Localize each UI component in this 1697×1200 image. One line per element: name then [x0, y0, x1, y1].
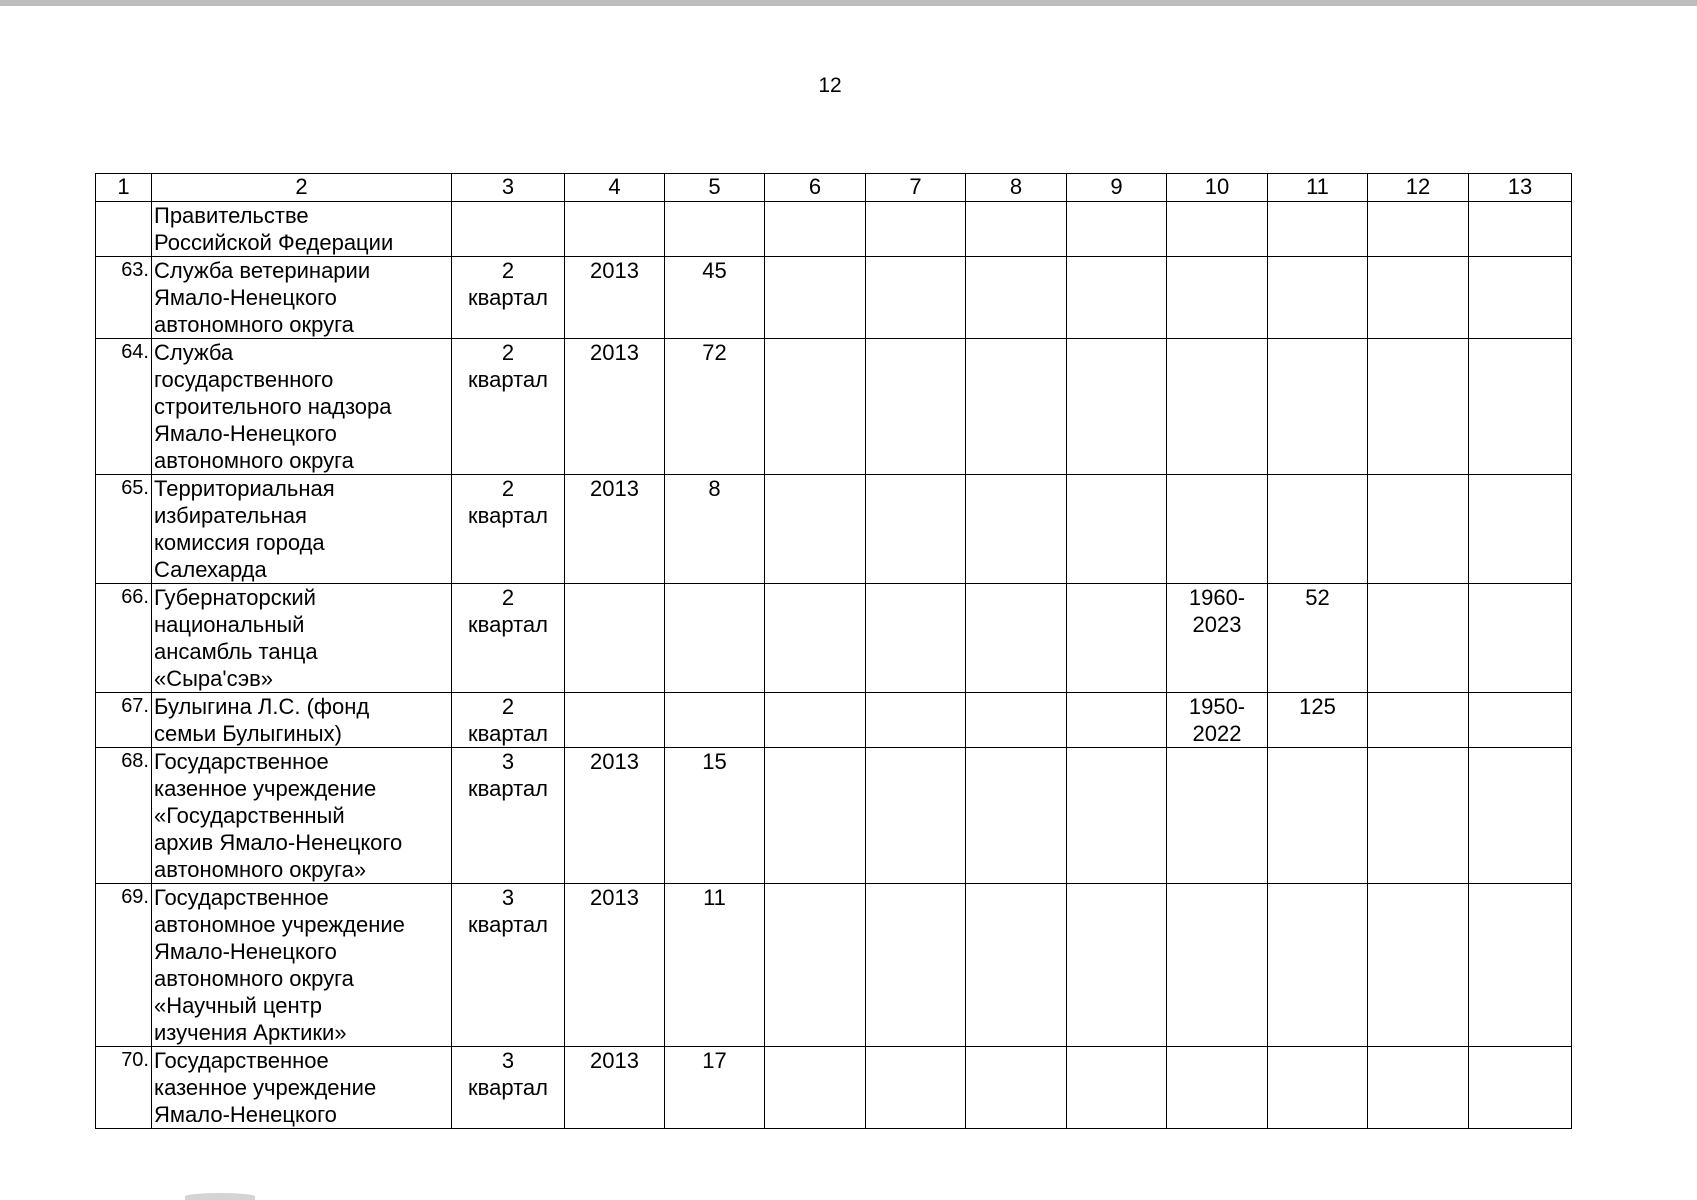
cell-line: [1370, 748, 1466, 775]
column-8-cell: [966, 748, 1067, 884]
column-3-cell: [452, 693, 565, 748]
cell-line: Территориальная: [154, 476, 335, 501]
column-12-cell: [1368, 884, 1469, 1047]
column-13-cell: [1469, 257, 1572, 339]
cell-line: [1270, 884, 1365, 911]
cell-line: [1471, 339, 1569, 366]
cell-line: [1270, 748, 1365, 775]
column-8-cell: [966, 1047, 1067, 1129]
column-5-cell: [665, 693, 765, 748]
cell-line: Служба ветеринарии: [154, 258, 371, 283]
column-5-cell: [665, 257, 765, 339]
cell-line: [968, 693, 1064, 720]
column-12-cell: [1368, 584, 1469, 693]
column-4-cell: [565, 257, 665, 339]
column-3-cell: [452, 257, 565, 339]
cell-line: 3: [501, 885, 515, 910]
cell-line: [767, 339, 863, 366]
column-9-cell: [1067, 1047, 1167, 1129]
cell-line: [567, 202, 662, 229]
cell-line: [968, 748, 1064, 775]
cell-line: [868, 475, 963, 502]
column-12-cell: [1368, 748, 1469, 884]
cell-line: 3: [501, 749, 515, 774]
header-cell-8: 8: [966, 174, 1067, 202]
cell-line: [868, 257, 963, 284]
cell-line: [1069, 693, 1164, 720]
cell-line: 69.: [121, 886, 149, 908]
column-11-cell: [1268, 339, 1368, 475]
column-11-cell: [1268, 1047, 1368, 1129]
column-9-cell: [1067, 339, 1167, 475]
cell-line: 45: [702, 258, 727, 283]
cell-line: казенное учреждение: [154, 776, 377, 801]
cell-line: 11: [703, 885, 726, 910]
column-2-cell: [152, 748, 452, 884]
cell-line: [1471, 584, 1569, 611]
column-13-cell: [1469, 584, 1572, 693]
cell-line: [767, 257, 863, 284]
cell-line: [1370, 202, 1466, 229]
cell-line: [767, 748, 863, 775]
cell-line: [98, 202, 149, 229]
cell-line: [1169, 1047, 1265, 1074]
column-1-cell: [96, 748, 152, 884]
cell-line: [1370, 257, 1466, 284]
cell-line: [667, 584, 762, 611]
cell-line: Государственное: [154, 885, 329, 910]
cell-line: [868, 339, 963, 366]
cell-line: 8: [708, 476, 721, 501]
cell-line: 65.: [121, 477, 149, 499]
column-7-cell: [866, 257, 966, 339]
column-3-cell: [452, 1047, 565, 1129]
column-1-cell: [96, 584, 152, 693]
cell-line: «Сыра'сэв»: [154, 666, 274, 691]
cell-line: Российской Федерации: [154, 230, 394, 255]
cell-line: 2013: [590, 258, 639, 283]
cell-line: 15: [702, 749, 727, 774]
column-6-cell: [765, 339, 866, 475]
cell-line: [767, 1047, 863, 1074]
column-4-cell: [565, 1047, 665, 1129]
cell-line: квартал: [468, 367, 548, 392]
column-2-cell: [152, 1047, 452, 1129]
cell-line: [1471, 693, 1569, 720]
cell-line: [1069, 748, 1164, 775]
cell-line: [968, 584, 1064, 611]
cell-line: [1270, 339, 1365, 366]
column-12-cell: [1368, 693, 1469, 748]
column-13-cell: [1469, 202, 1572, 257]
column-13-cell: [1469, 884, 1572, 1047]
cell-line: [767, 584, 863, 611]
column-9-cell: [1067, 475, 1167, 584]
cell-line: 2022: [1192, 721, 1242, 746]
column-4-cell: [565, 202, 665, 257]
column-2-cell: [152, 584, 452, 693]
cell-line: [1471, 884, 1569, 911]
column-1-cell: [96, 1047, 152, 1129]
cell-line: Правительстве: [154, 203, 309, 228]
cell-line: автономного округа: [154, 312, 354, 337]
table-row: [96, 339, 1572, 475]
column-8-cell: [966, 202, 1067, 257]
cell-line: 2013: [590, 476, 639, 501]
column-5-cell: [665, 1047, 765, 1129]
cell-line: 1960-: [1188, 585, 1246, 610]
cell-line: [1370, 339, 1466, 366]
column-11-cell: [1268, 475, 1368, 584]
column-9-cell: [1067, 884, 1167, 1047]
cell-line: [1169, 475, 1265, 502]
cell-line: [1270, 1047, 1365, 1074]
column-2-cell: [152, 202, 452, 257]
column-5-cell: [665, 748, 765, 884]
column-8-cell: [966, 584, 1067, 693]
column-13-cell: [1469, 475, 1572, 584]
header-cell-5: 5: [665, 174, 765, 202]
cell-line: 17: [702, 1048, 727, 1073]
column-3-cell: [452, 748, 565, 884]
column-1-cell: [96, 884, 152, 1047]
column-10-cell: [1167, 584, 1268, 693]
header-cell-12: 12: [1368, 174, 1469, 202]
cell-line: Государственное: [154, 749, 329, 774]
cell-line: избирательная: [154, 503, 307, 528]
cell-line: автономного округа: [154, 448, 354, 473]
cell-line: строительного надзора: [154, 394, 392, 419]
table-row: [96, 1047, 1572, 1129]
cell-line: [1169, 202, 1265, 229]
cell-line: 2013: [590, 1048, 639, 1073]
column-11-cell: [1268, 257, 1368, 339]
header-cell-7: 7: [866, 174, 966, 202]
column-5-cell: [665, 884, 765, 1047]
column-4-cell: [565, 584, 665, 693]
column-13-cell: [1469, 339, 1572, 475]
cell-line: национальный: [154, 612, 305, 637]
column-7-cell: [866, 1047, 966, 1129]
cell-line: 2: [501, 476, 515, 501]
cell-line: [1069, 475, 1164, 502]
page-number: 12: [818, 74, 842, 97]
column-9-cell: [1067, 584, 1167, 693]
column-6-cell: [765, 257, 866, 339]
cell-line: казенное учреждение: [154, 1075, 377, 1100]
cell-line: 52: [1305, 585, 1330, 610]
column-1-cell: [96, 339, 152, 475]
cell-line: архив Ямало-Ненецкого: [154, 830, 403, 855]
cell-line: квартал: [468, 776, 548, 801]
column-5-cell: [665, 475, 765, 584]
cell-line: изучения Арктики»: [154, 1020, 347, 1045]
column-13-cell: [1469, 748, 1572, 884]
cell-line: 64.: [121, 341, 149, 363]
column-7-cell: [866, 202, 966, 257]
column-4-cell: [565, 339, 665, 475]
cell-line: Салехарда: [154, 557, 267, 582]
column-6-cell: [765, 584, 866, 693]
cell-line: [767, 202, 863, 229]
cell-line: 67.: [121, 695, 149, 717]
column-9-cell: [1067, 693, 1167, 748]
cell-line: 66.: [121, 586, 149, 608]
column-4-cell: [565, 884, 665, 1047]
column-8-cell: [966, 257, 1067, 339]
table-row: [96, 257, 1572, 339]
cell-line: [1069, 884, 1164, 911]
column-11-cell: [1268, 202, 1368, 257]
column-7-cell: [866, 693, 966, 748]
column-4-cell: [565, 475, 665, 584]
cell-line: квартал: [468, 503, 548, 528]
cell-line: «Государственный: [154, 803, 345, 828]
cell-line: комиссия города: [154, 530, 325, 555]
cell-line: квартал: [468, 1075, 548, 1100]
cell-line: [1370, 1047, 1466, 1074]
cell-line: Губернаторский: [154, 585, 316, 610]
cell-line: [1471, 748, 1569, 775]
cell-line: 68.: [121, 750, 149, 772]
cell-line: квартал: [468, 721, 548, 746]
cell-line: Государственное: [154, 1048, 329, 1073]
table-row: [96, 748, 1572, 884]
header-cell-1: 1: [96, 174, 152, 202]
column-10-cell: [1167, 202, 1268, 257]
cell-line: [1471, 202, 1569, 229]
column-10-cell: [1167, 1047, 1268, 1129]
column-13-cell: [1469, 693, 1572, 748]
cell-line: [1270, 475, 1365, 502]
cell-line: автономного округа»: [154, 857, 367, 882]
header-cell-3: 3: [452, 174, 565, 202]
cell-line: [667, 202, 762, 229]
header-cell-13: 13: [1469, 174, 1572, 202]
column-1-cell: [96, 475, 152, 584]
column-7-cell: [866, 584, 966, 693]
cell-line: [968, 884, 1064, 911]
column-6-cell: [765, 202, 866, 257]
column-2-cell: [152, 884, 452, 1047]
cell-line: [1169, 748, 1265, 775]
column-1-cell: [96, 693, 152, 748]
column-12-cell: [1368, 257, 1469, 339]
cell-line: семьи Булыгиных): [154, 721, 342, 746]
cell-line: [868, 1047, 963, 1074]
cell-line: [1270, 257, 1365, 284]
column-4-cell: [565, 693, 665, 748]
column-8-cell: [966, 475, 1067, 584]
cell-line: 70.: [121, 1049, 149, 1071]
cell-line: [1370, 584, 1466, 611]
cell-line: 2: [501, 694, 515, 719]
cell-line: Ямало-Ненецкого: [154, 939, 337, 964]
cell-line: [767, 693, 863, 720]
cell-line: Служба: [154, 340, 234, 365]
column-7-cell: [866, 339, 966, 475]
column-3-cell: [452, 584, 565, 693]
column-2-cell: [152, 339, 452, 475]
header-cell-4: 4: [565, 174, 665, 202]
table-row: [96, 884, 1572, 1047]
header-cell-6: 6: [765, 174, 866, 202]
table-row: [96, 584, 1572, 693]
cell-line: [868, 748, 963, 775]
cell-line: Ямало-Ненецкого: [154, 285, 337, 310]
column-2-cell: [152, 693, 452, 748]
cell-line: [1069, 1047, 1164, 1074]
column-10-cell: [1167, 339, 1268, 475]
column-12-cell: [1368, 475, 1469, 584]
cell-line: [567, 693, 662, 720]
column-2-cell: [152, 475, 452, 584]
column-6-cell: [765, 693, 866, 748]
column-11-cell: [1268, 584, 1368, 693]
cell-line: [968, 257, 1064, 284]
cell-line: [1370, 693, 1466, 720]
column-10-cell: [1167, 748, 1268, 884]
cell-line: 125: [1299, 694, 1336, 719]
cell-line: Ямало-Ненецкого: [154, 1102, 337, 1127]
cell-line: [868, 584, 963, 611]
cell-line: [868, 202, 963, 229]
column-10-cell: [1167, 257, 1268, 339]
column-2-cell: [152, 257, 452, 339]
cell-line: [1169, 884, 1265, 911]
cell-line: автономное учреждение: [154, 912, 405, 937]
column-5-cell: [665, 202, 765, 257]
cell-line: [1069, 584, 1164, 611]
column-10-cell: [1167, 884, 1268, 1047]
cell-line: Булыгина Л.С. (фонд: [154, 694, 370, 719]
cell-line: 3: [501, 1048, 515, 1073]
cell-line: [1471, 1047, 1569, 1074]
scan-top-edge: [0, 0, 1697, 6]
column-8-cell: [966, 693, 1067, 748]
column-9-cell: [1067, 748, 1167, 884]
header-cell-10: 10: [1167, 174, 1268, 202]
table-row: [96, 475, 1572, 584]
cell-line: [767, 884, 863, 911]
column-10-cell: [1167, 693, 1268, 748]
cell-line: квартал: [468, 912, 548, 937]
column-3-cell: [452, 884, 565, 1047]
cell-line: 2: [501, 585, 515, 610]
column-5-cell: [665, 584, 765, 693]
cell-line: [1069, 257, 1164, 284]
cell-line: [868, 884, 963, 911]
cell-line: квартал: [468, 612, 548, 637]
table-body: [96, 174, 1572, 1129]
cell-line: квартал: [468, 285, 548, 310]
cell-line: [968, 1047, 1064, 1074]
cell-line: [567, 584, 662, 611]
column-12-cell: [1368, 1047, 1469, 1129]
header-cell-9: 9: [1067, 174, 1167, 202]
cell-line: автономного округа: [154, 966, 354, 991]
cell-line: Ямало-Ненецкого: [154, 421, 337, 446]
table-row: [96, 693, 1572, 748]
cell-line: [1069, 339, 1164, 366]
cell-line: [968, 339, 1064, 366]
column-11-cell: [1268, 884, 1368, 1047]
cell-line: ансамбль танца: [154, 639, 318, 664]
cell-line: [1370, 475, 1466, 502]
cell-line: 2013: [590, 340, 639, 365]
column-11-cell: [1268, 693, 1368, 748]
column-8-cell: [966, 339, 1067, 475]
cell-line: [968, 202, 1064, 229]
cell-line: 2: [501, 258, 515, 283]
column-11-cell: [1268, 748, 1368, 884]
cell-line: [1370, 884, 1466, 911]
cell-line: 2023: [1192, 612, 1242, 637]
column-4-cell: [565, 748, 665, 884]
header-cell-11: 11: [1268, 174, 1368, 202]
column-13-cell: [1469, 1047, 1572, 1129]
cell-line: государственного: [154, 367, 334, 392]
archive-schedule-table: [95, 173, 1572, 1129]
cell-line: [1069, 202, 1164, 229]
column-7-cell: [866, 475, 966, 584]
cell-line: [1169, 339, 1265, 366]
column-12-cell: [1368, 339, 1469, 475]
cell-line: 72: [702, 340, 727, 365]
column-1-cell: [96, 202, 152, 257]
column-10-cell: [1167, 475, 1268, 584]
column-1-cell: [96, 257, 152, 339]
cell-line: 63.: [121, 259, 149, 281]
column-5-cell: [665, 339, 765, 475]
table-row: [96, 202, 1572, 257]
column-7-cell: [866, 884, 966, 1047]
column-number-row: [96, 174, 1572, 202]
column-6-cell: [765, 1047, 866, 1129]
cell-line: 2: [501, 340, 515, 365]
cell-line: [454, 202, 562, 229]
column-6-cell: [765, 475, 866, 584]
cell-line: [1270, 202, 1365, 229]
column-9-cell: [1067, 202, 1167, 257]
cell-line: [667, 693, 762, 720]
column-8-cell: [966, 884, 1067, 1047]
cell-line: [968, 475, 1064, 502]
cell-line: [1471, 475, 1569, 502]
column-3-cell: [452, 202, 565, 257]
cell-line: 2013: [590, 885, 639, 910]
column-6-cell: [765, 884, 866, 1047]
header-cell-2: 2: [152, 174, 452, 202]
column-3-cell: [452, 339, 565, 475]
cell-line: 1950-: [1188, 694, 1246, 719]
column-12-cell: [1368, 202, 1469, 257]
cell-line: «Научный центр: [154, 993, 322, 1018]
column-3-cell: [452, 475, 565, 584]
cell-line: 2013: [590, 749, 639, 774]
column-9-cell: [1067, 257, 1167, 339]
cell-line: [1471, 257, 1569, 284]
column-7-cell: [866, 748, 966, 884]
cell-line: [767, 475, 863, 502]
cell-line: [1169, 257, 1265, 284]
scan-smudge: [185, 1193, 255, 1200]
column-6-cell: [765, 748, 866, 884]
cell-line: [868, 693, 963, 720]
